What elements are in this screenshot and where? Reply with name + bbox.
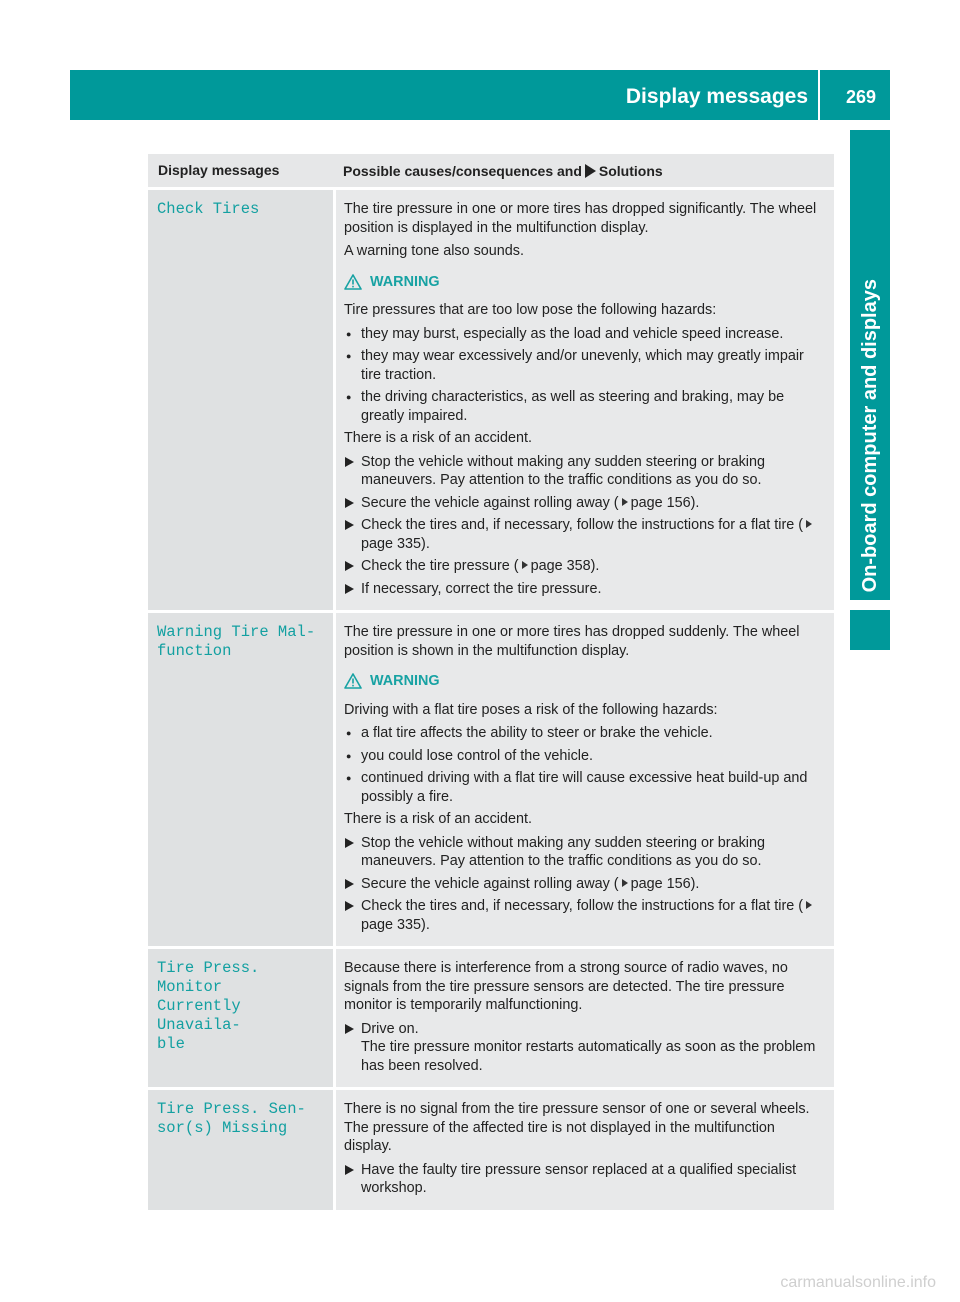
description-text: Because there is interference from a strong source of radio waves, no signals from the tire pressure sensors are detected. The tire pressure monitor is temporarily malfunctioning. (344, 960, 788, 1013)
action-step: If necessary, correct the tire pressure. (344, 580, 826, 599)
description-text: A warning tone also sounds. (344, 243, 525, 259)
column-header-solutions: Possible causes/consequences and Solutions (343, 163, 663, 179)
watermark: carmanualsonline.info (780, 1274, 936, 1291)
hazard-intro: Tire pressures that are too low pose the following hazards: (344, 302, 717, 318)
messages-table (148, 154, 834, 1210)
hazard-item: ● they may burst, especially as the load and vehicle speed increase. (344, 325, 826, 344)
action-arrow-icon (345, 901, 354, 911)
hazard-item: ● you could lose control of the vehicle. (344, 747, 826, 766)
step-result: The tire pressure monitor restarts automatically as soon as the problem has been resolved. (361, 1039, 816, 1074)
action-arrow-icon (345, 838, 354, 848)
page-reference[interactable]: page 358). (530, 558, 600, 574)
action-arrow-icon (345, 457, 354, 467)
action-step: Stop the vehicle without making any sudden steering or braking maneuvers. Pay attention to the traffic conditions as you do so. (344, 834, 826, 871)
warning-heading: WARNING (344, 672, 826, 691)
chapter-tab (850, 130, 890, 600)
action-arrow-icon (345, 1024, 354, 1034)
action-arrow-icon (345, 561, 354, 571)
risk-text: There is a risk of an accident. (344, 430, 532, 446)
action-arrow-icon (345, 879, 354, 889)
page-reference[interactable]: page 335). (361, 535, 430, 552)
risk-text: There is a risk of an accident. (344, 811, 532, 827)
page-ref-arrow-icon (806, 901, 812, 909)
action-arrow-icon (345, 584, 354, 594)
message-description (336, 613, 834, 946)
warning-triangle-icon (344, 673, 362, 689)
action-arrow-icon (345, 1165, 354, 1175)
page-number: 269 (845, 87, 877, 107)
action-step: Secure the vehicle against rolling away ( page 156). (344, 875, 826, 894)
table-row (148, 187, 834, 610)
action-step: Have the faulty tire pressure sensor replaced at a qualified specialist workshop. (344, 1161, 826, 1198)
action-arrow-icon (345, 498, 354, 508)
page-ref-arrow-icon (622, 879, 628, 887)
message-description (336, 1090, 834, 1210)
description-text: The tire pressure in one or more tires has dropped suddenly. The wheel position is shown in the multifunction display. (344, 624, 800, 659)
display-message: Check Tires (148, 190, 333, 610)
action-step: Secure the vehicle against rolling away ( page 156). (344, 494, 826, 513)
chapter-tab-label: On-board computer and displays (859, 278, 881, 592)
display-message: Tire Press. Sen‑ sor(s) Missing (148, 1090, 333, 1210)
page-ref-arrow-icon (806, 520, 812, 528)
chapter-marker (850, 610, 890, 650)
warning-heading: WARNING (344, 273, 826, 292)
section-title: Display messages (626, 70, 820, 120)
page-ref-arrow-icon (622, 498, 628, 506)
display-message: Warning Tire Mal‑ function (148, 613, 333, 946)
page-reference[interactable]: page 156). (630, 875, 700, 892)
action-arrow-icon (345, 520, 354, 530)
description-text: The tire pressure in one or more tires has dropped significantly. The wheel position is displayed in the multifunction display. (344, 201, 817, 236)
display-message: Tire Press. Monitor Currently Unavaila‑ ble (148, 949, 333, 1087)
action-step: Stop the vehicle without making any sudden steering or braking maneuvers. Pay attention to the traffic conditions as you do so. (344, 453, 826, 490)
message-description (336, 949, 834, 1087)
hazard-item: ● continued driving with a flat tire will cause excessive heat build-up and possibly a fire. (344, 769, 826, 806)
page-ref-arrow-icon (522, 561, 528, 569)
message-description (336, 190, 834, 610)
table-row (148, 1087, 834, 1210)
warning-triangle-icon (344, 274, 362, 290)
page-reference[interactable]: page 335). (361, 916, 430, 933)
header-bar (70, 70, 890, 120)
hazard-intro: Driving with a flat tire poses a risk of the following hazards: (344, 701, 718, 718)
action-step: Check the tire pressure ( page 358). (344, 557, 826, 576)
column-header-messages: Display messages (158, 162, 280, 178)
hazard-item: ● they may wear excessively and/or unevenly, which may greatly impair tire traction. (344, 347, 826, 384)
action-step: Drive on. The tire pressure monitor restarts automatically as soon as the problem has been resolved. (344, 1020, 826, 1076)
table-row (148, 610, 834, 946)
hazard-item: ● a flat tire affects the ability to steer or brake the vehicle. (344, 724, 826, 743)
action-step: Check the tires and, if necessary, follow the instructions for a flat tire (page 335). (344, 897, 826, 934)
hazard-item: ● the driving characteristics, as well as steering and braking, may be greatly impaired. (344, 388, 826, 425)
action-step: Check the tires and, if necessary, follow the instructions for a flat tire (page 335). (344, 516, 826, 553)
description-text: There is no signal from the tire pressure sensor of one or several wheels. The pressure of the affected tire is not displayed in the multifunction display. (344, 1101, 810, 1154)
table-row (148, 946, 834, 1087)
page-reference[interactable]: page 156). (630, 494, 700, 511)
table-header (148, 154, 834, 187)
action-arrow-icon (585, 164, 596, 178)
